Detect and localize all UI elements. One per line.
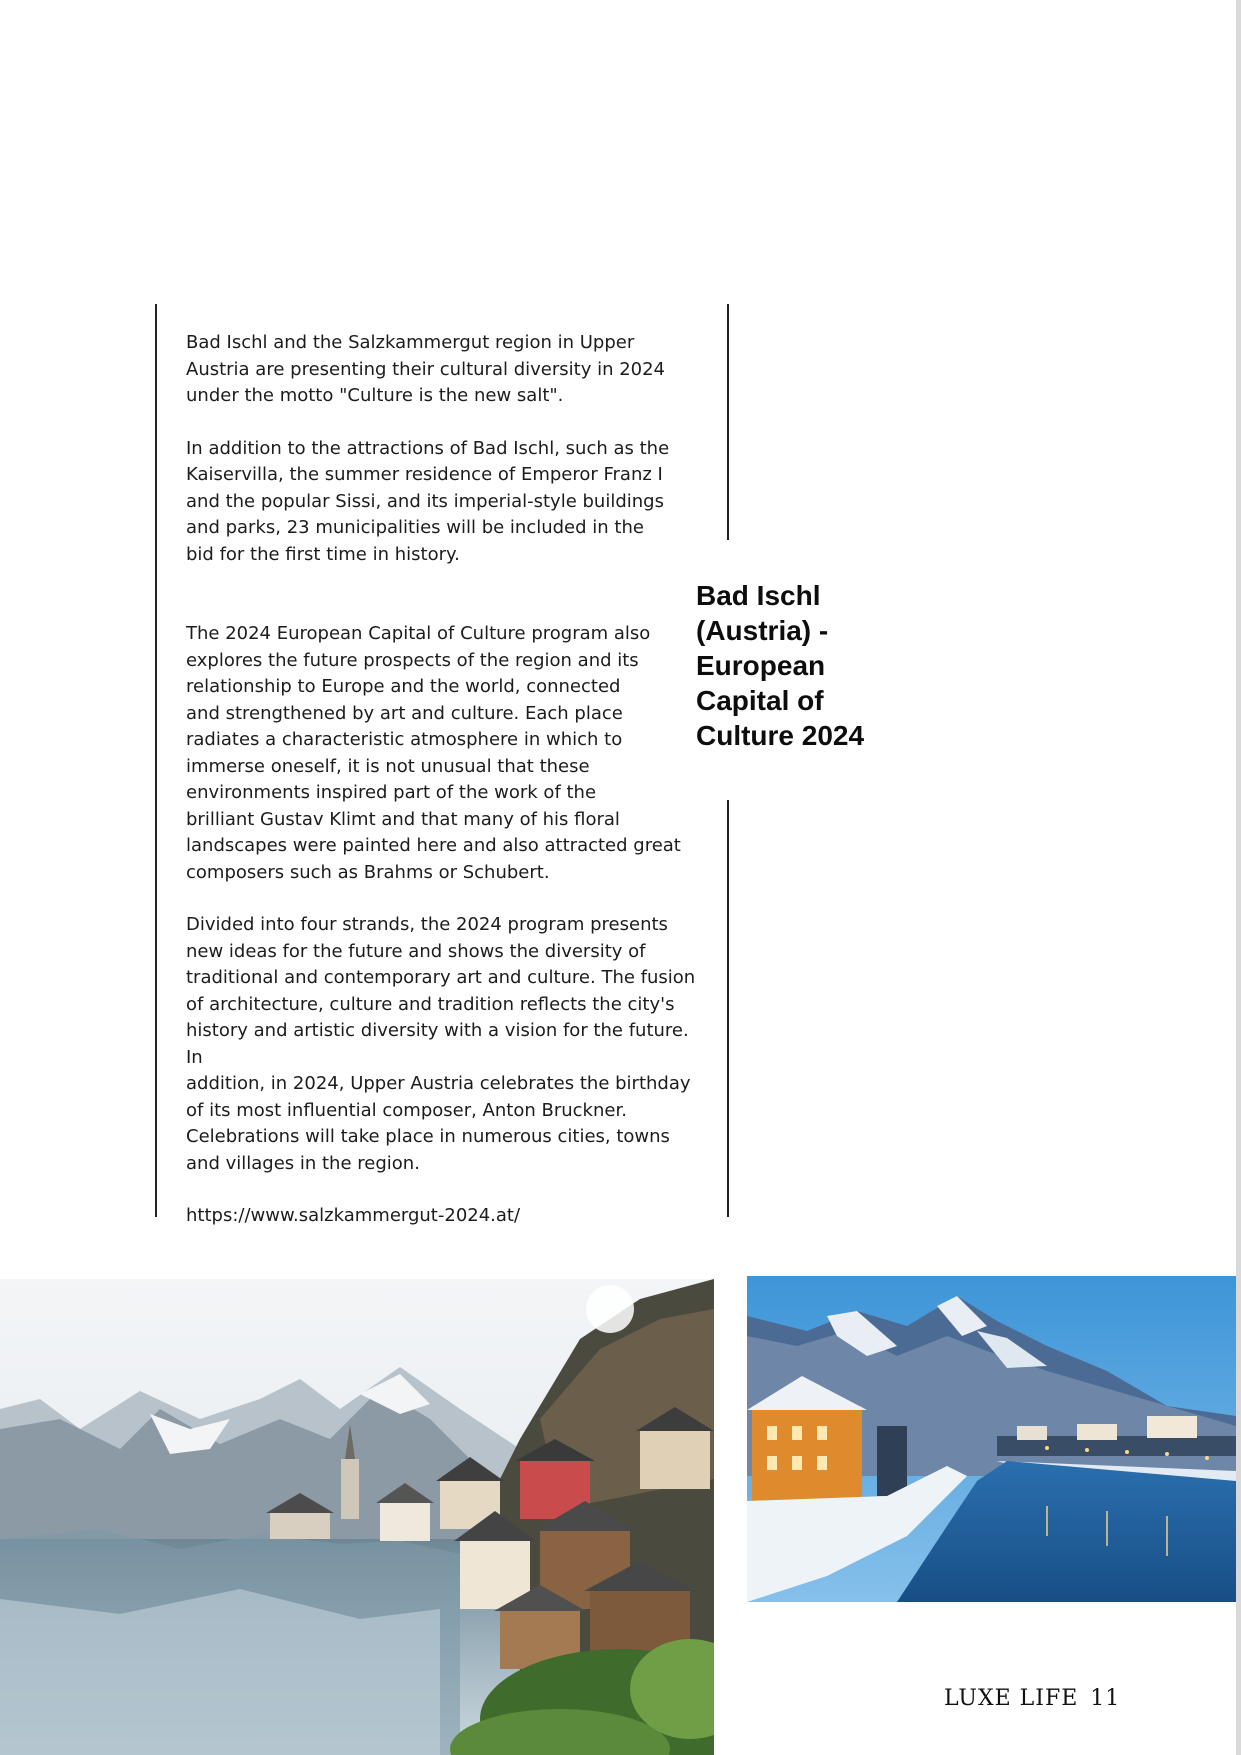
page-number: 11 (1090, 1686, 1121, 1711)
left-rule (155, 304, 157, 1217)
article-headline: Bad Ischl (Austria) - European Capital of Culture 2024 (696, 580, 865, 751)
paragraph-intro: Bad Ischl and the Salzkammergut region in Upper Austria are presenting their cultural diversity in 2024 under the motto "Culture is the new salt". (186, 332, 666, 406)
magazine-name: LUXE LIFE (944, 1686, 1079, 1711)
right-rule-lower (727, 800, 729, 1217)
right-rule-upper (727, 304, 729, 540)
hallstatt-lake-illustration (0, 1279, 714, 1755)
paragraph-program: The 2024 European Capital of Culture program also explores the future prospects of the region and its relationship to Europe and the world, connected and strengthened by art and culture. Each place radiates a characteristic atmosphere in which to immerse oneself, it is not unusual that these environments inspired part of the work of the brilliant Gustav Klimt and that many of his floral landscapes were painted here and also attracted great composers such as Brahms or Schubert. (186, 623, 681, 883)
article-link[interactable]: https://www.salzkammergut-2024.at/ (186, 1205, 521, 1226)
paragraph-attractions: In addition to the attractions of Bad Ischl, such as the Kaiservilla, the summer residence of Emperor Franz I and the popular Sissi, and its imperial-style buildings and parks, 23 municipalities will be included in the bid for the first time in history. (186, 437, 670, 565)
article-body (186, 330, 706, 1230)
paragraph-strands: Divided into four strands, the 2024 program presents new ideas for the future and shows the diversity of traditional and contemporary art and culture. The fusion of architecture, culture and tradition reflects the city's history and artistic diversity with a vision for the future. In addition, in 2024, Upper Austria celebrates the birthday of its most influential composer, Anton Bruckner. Celebrations will take place in numerous cities, towns and villages in the region. (186, 914, 696, 1174)
winter-river-illustration (747, 1276, 1236, 1602)
page-edge-shadow (1236, 0, 1241, 1755)
hallstatt-lake-photo (0, 1279, 714, 1755)
page-footer (944, 1686, 1120, 1711)
winter-river-photo (747, 1276, 1236, 1602)
